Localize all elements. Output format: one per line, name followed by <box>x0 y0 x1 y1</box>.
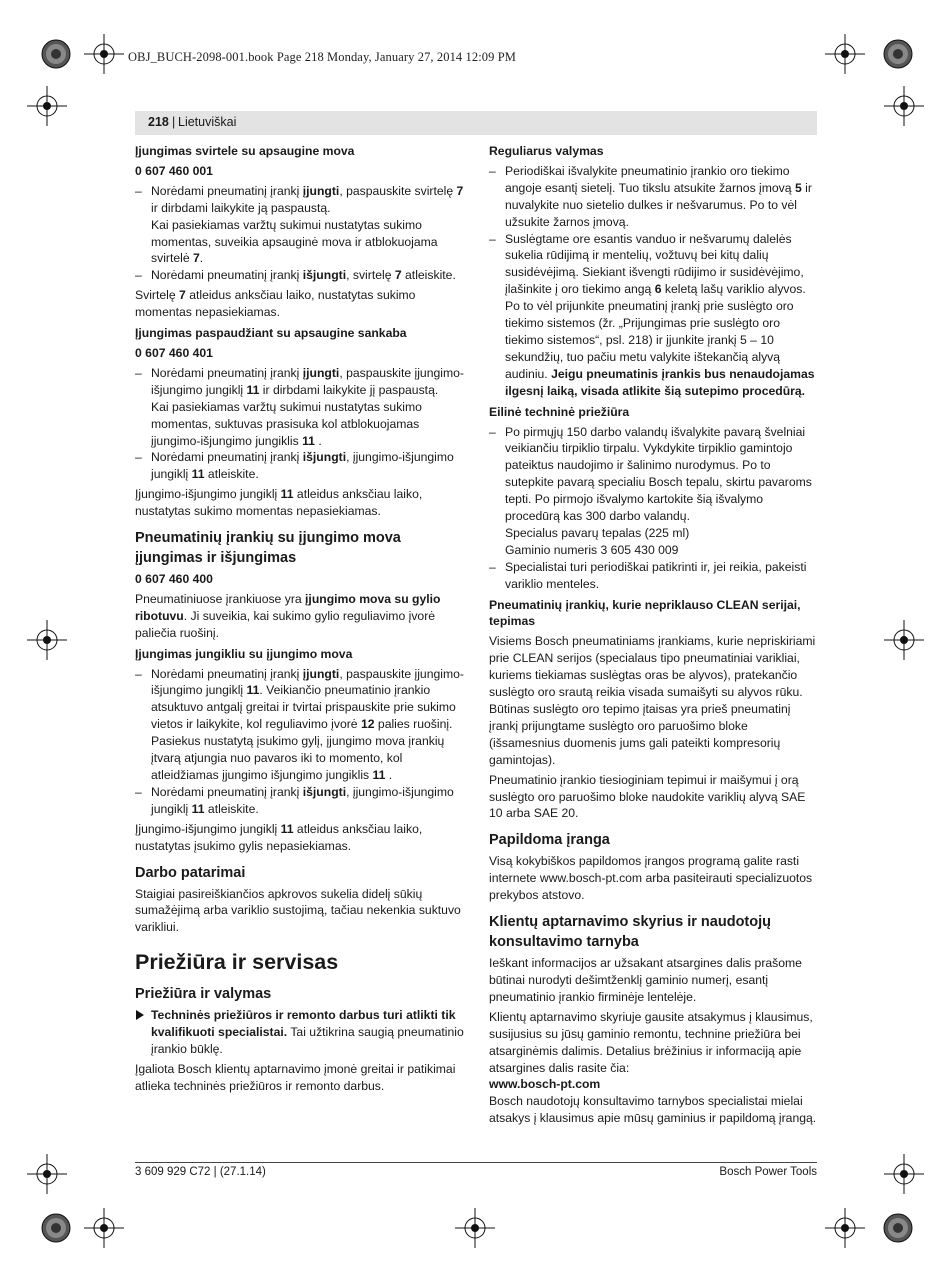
section-heading: Eilinė techninė priežiūra <box>489 404 630 419</box>
crosshair-icon <box>884 620 924 660</box>
paragraph: Bosch naudotojų konsultavimo tarnybos specialistai mielai atsakys į klausimus apie mūsų gaminius ir papildomą įrangą. <box>489 1094 817 1126</box>
chapter-heading: Priežiūra ir servisas <box>135 950 339 975</box>
instruction-list <box>489 424 819 593</box>
section-heading: Darbo patarimai <box>135 864 246 881</box>
paragraph: Pneumatiniuose įrankiuose yra įjungimo mova su gylio ribotuvu. Ji suveikia, kai sukimo gylio reguliavimo įvorė paliečia ruošinį. <box>135 591 441 640</box>
page-header <box>135 111 817 135</box>
section-heading: Įjungimas jungikliu su įjungimo mova <box>135 646 353 661</box>
instruction-list <box>135 183 465 284</box>
crosshair-icon <box>27 1154 67 1194</box>
right-column <box>489 143 819 1130</box>
paragraph: Ieškant informacijos ar užsakant atsargines dalis prašome būtinai nurodyti dešimtženklį gaminio numerį, esantį pneumatinio įrankio firminėje lentelėje. <box>489 956 802 1004</box>
section-heading: Klientų aptarnavimo skyrius ir naudotojų konsultavimo tarnyba <box>489 914 771 951</box>
star-target-icon <box>42 40 70 68</box>
star-target-icon <box>884 1214 912 1242</box>
section-heading: Pneumatinių įrankių, kurie nepriklauso CLEAN serijai, tepimas <box>489 597 801 629</box>
list-item: – Periodiškai išvalykite pneumatinio įrankio oro tiekimo angoje esantį sietelį. Tuo tikslu atsukite žarnos įmovą 5 ir nuvalykite nuo sietelio dulkes ir nešvarumus. Po to vėl užsukite žarnos įmovą. <box>489 163 819 231</box>
section-heading: Pneumatinių įrankių su įjungimo mova įjungimas ir išjungimas <box>135 530 401 567</box>
section-heading: Įjungimas svirtele su apsaugine mova <box>135 144 355 158</box>
product-code: 0 607 460 001 <box>135 163 213 178</box>
left-column <box>135 143 465 1098</box>
paragraph: Įjungimo-išjungimo jungiklį 11 atleidus anksčiau laiko, nustatytas įsukimo gylis nepasiekiamas. <box>135 821 423 853</box>
paragraph: Įjungimo-išjungimo jungiklį 11 atleidus anksčiau laiko, nustatytas sukimo momentas nepasiekiamas. <box>135 487 423 519</box>
paragraph: Svirtelę 7 atleidus anksčiau laiko, nustatytas sukimo momentas nepasiekiamas. <box>135 288 416 320</box>
instruction-list <box>135 365 465 483</box>
footer-brand: Bosch Power Tools <box>719 1166 817 1178</box>
list-item: – Specialistai turi periodiškai patikrinti ir, jei reikia, pakeisti variklio menteles. <box>489 559 819 593</box>
crosshair-icon <box>84 34 124 74</box>
list-item: – Norėdami pneumatinį įrankį išjungti, įjungimo-išjungimo jungiklį 11 atleiskite. <box>135 784 465 818</box>
section-heading: Priežiūra ir valymas <box>135 986 272 1003</box>
paragraph: Klientų aptarnavimo skyriuje gausite atsakymus į klausimus, susijusius su jūsų gaminio remontu, technine priežiūra bei atsarginėmis dalimis. Detalius brėžinius ir informaciją apie atsargines dalis rasite čia: <box>489 1009 813 1075</box>
list-item: – Norėdami pneumatinį įrankį išjungti, svirtelę 7 atleiskite. <box>135 267 465 284</box>
page-number: 218 <box>148 115 169 129</box>
list-item: – Norėdami pneumatinį įrankį įjungti, paspauskite svirtelę 7 ir dirbdami laikykite ją paspaustą. Kai pasiekiamas varžtų sukimui nustatytas sukimo momentas, suveikia apsauginė mova ir atblokuojama svirtelė 7. <box>135 183 465 268</box>
section-heading: Reguliarus valymas <box>489 144 604 158</box>
instruction-list <box>489 163 819 400</box>
paragraph: Visą kokybiškos papildomos įrangos programą galite rasti internete www.bosch-pt.com arba pasiteirauti specializuotos prekybos atstovo. <box>489 854 813 903</box>
triangle-bullet-icon <box>136 1010 144 1020</box>
section-heading: Papildoma įranga <box>489 832 610 849</box>
list-item: – Norėdami pneumatinį įrankį įjungti, paspauskite įjungimo-išjungimo jungiklį 11. Veikiančio pneumatinio įrankio atsuktuvo antgalį greitai ir tvirtai prispauskite prie sukimo vietos ir laikykite, kol reguliavimo įvorė 12 palies ruošinį. Pasiekus nustatytą įsukimo gylį, įjungimo mova įrankių įtvarą atjungia nuo pavaros iki to momento, kol atleidžiamas įjungimo išjungimo jungiklis 11 . <box>135 666 465 784</box>
paragraph: Visiems Bosch pneumatiniams įrankiams, kurie nepriskiriami prie CLEAN serijos (specialaus tipo pneumatiniai varikliai, kuriems tiekiamas suslėgtas oras be alyvos), pratekančio suslėgto oro srautą reikia visada sumaišyti su alyvos rūku. Būtinas suslėgto oro tepimo įtaisas yra prieš pneumatinį įrankį prijungtame suslėgto oro paruošimo bloke (išsamesnius duomenis jums gali pateikti kompresorių gamintojas). <box>489 634 816 767</box>
header-separator: | <box>172 115 176 129</box>
paragraph: Įgaliota Bosch klientų aptarnavimo įmonė greitai ir patikimai atlieka techninės priežiūros ir remonto darbus. <box>135 1061 456 1093</box>
paragraph: Pneumatinio įrankio tiesioginiam tepimui ir maišymui į orą suslėgto oro paruošimo bloke naudokite variklių alyvą SAE 10 arba SAE 20. <box>489 772 806 821</box>
crosshair-icon <box>84 1208 124 1248</box>
crosshair-icon <box>884 1154 924 1194</box>
print-slug: OBJ_BUCH-2098-001.book Page 218 Monday, January 27, 2014 12:09 PM <box>128 50 516 64</box>
star-target-icon <box>42 1214 70 1242</box>
crosshair-icon <box>884 86 924 126</box>
paragraph: Staigiai pasireiškiančios apkrovos sukelia didelį sūkių sumažėjimą arba variklio sustojimą, tačiau nekenkia suktuvo varikliui. <box>135 886 461 935</box>
warning-item: Techninės priežiūros ir remonto darbus turi atlikti tik kvalifikuoti specialistai. Tai užtikrina saugią pneumatinio įrankio būklę. <box>135 1007 465 1058</box>
header-language: Lietuviškai <box>178 115 237 129</box>
list-item: – Norėdami pneumatinį įrankį įjungti, paspauskite įjungimo-išjungimo jungiklį 11 ir dirbdami laikykite jį paspaustą. Kai pasiekiamas varžtų sukimui nustatytas sukimo momentas, suktuvas prasisuka kol atblokuojamas įjungimo-išjungimo jungiklis 11 . <box>135 365 465 450</box>
website-link[interactable]: www.bosch-pt.com <box>489 1077 601 1092</box>
star-target-icon <box>884 40 912 68</box>
list-item: – Suslėgtame ore esantis vanduo ir nešvarumų dalelės sukelia rūdijimą ir mentelių, vožtuvų bei kitų dalių susidėvėjimą. Siekiant išvengti rūdijimo ir susidėvėjimo, įlašinkite į oro tiekimo angą 6 keletą lašų variklio alyvos. Po to vėl prijunkite pneumatinį įrankį prie suslėgto oro tiekimo sistemos (žr. „Prijungimas prie suslėgto oro tiekimo sistemos“, psl. 218) ir įjunkite įrankį 5 – 10 sekundžių, tuo pačiu metu valykite ištekančią alyvą audiniu. Jeigu pneumatinis įrankis bus nenaudojamas ilgesnį laiką, visada atlikite šią sutepimo procedūrą. <box>489 231 819 400</box>
crosshair-icon <box>27 620 67 660</box>
product-code: 0 607 460 401 <box>135 345 213 360</box>
crosshair-icon <box>27 86 67 126</box>
crosshair-icon <box>455 1208 495 1248</box>
footer-divider <box>135 1162 817 1163</box>
footer-doc-code: 3 609 929 C72 | (27.1.14) <box>135 1166 266 1178</box>
crosshair-icon <box>825 34 865 74</box>
product-code: 0 607 460 400 <box>135 572 213 587</box>
list-item: – Norėdami pneumatinį įrankį išjungti, įjungimo-išjungimo jungiklį 11 atleiskite. <box>135 449 465 483</box>
section-heading: Įjungimas paspaudžiant su apsaugine sankaba <box>135 326 407 341</box>
crosshair-icon <box>825 1208 865 1248</box>
list-item: – Po pirmųjų 150 darbo valandų išvalykite pavarą švelniai veikiančiu tirpiklio tirpalu. Vykdykite tirpiklio gamintojo pateiktus naudojimo ir šalinimo nurodymus. Po to sutepkite pavarą specialiu Bosch tepalu, skirtu pavaroms tepti. Po pirmojo išvalymo kartokite šią išvalymo procedūrą kas 300 darbo valandų. Specialus pavarų tepalas (225 ml) Gaminio numeris 3 605 430 009 <box>489 424 819 559</box>
instruction-list <box>135 666 465 818</box>
